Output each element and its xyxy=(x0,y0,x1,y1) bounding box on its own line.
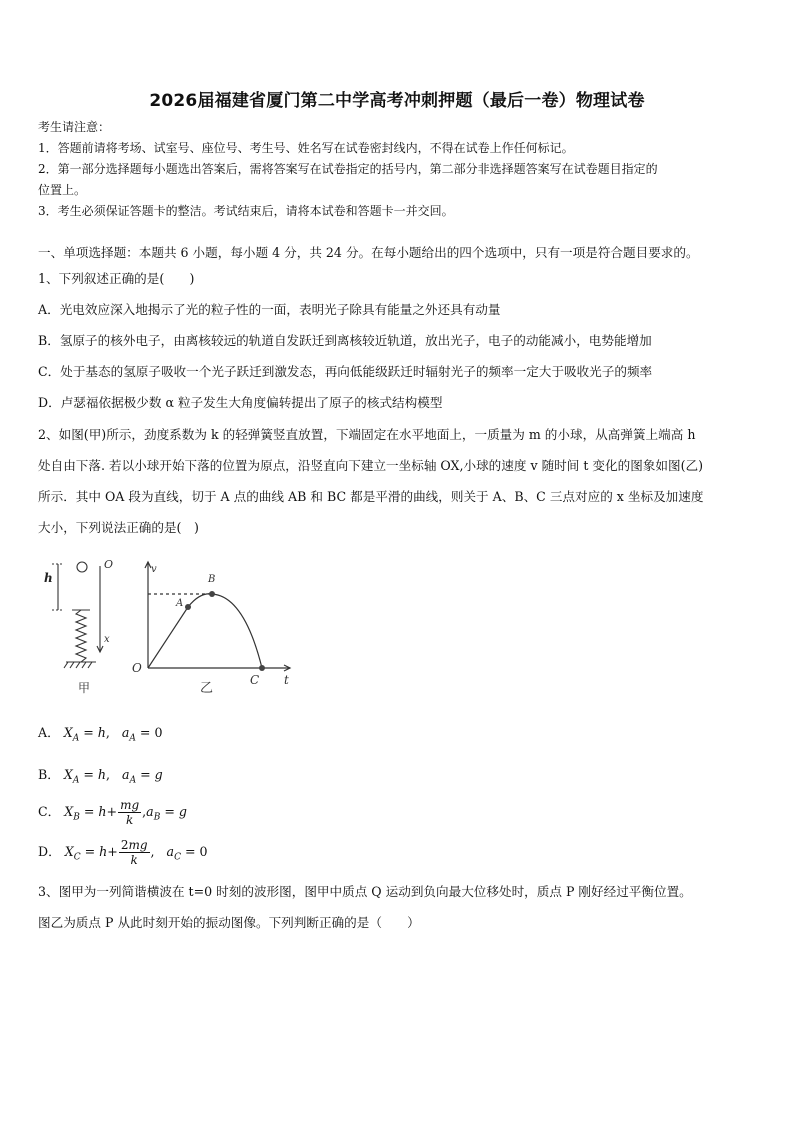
q3-line-1: 3、图甲为一列简谐横波在 t=0 时刻的波形图，图甲中质点 Q 运动到负向最大位移处时，质点 P 刚好经过平衡位置。 xyxy=(38,884,692,899)
curve-bc xyxy=(212,594,262,668)
yi-label: 乙 xyxy=(200,681,214,696)
jia-label: 甲 xyxy=(78,681,91,695)
origin-label: O xyxy=(132,661,142,675)
point-a xyxy=(185,604,191,610)
q2-option-c: C． $X_B = h+$ $\frac{mg}{k}$ $,a_B = g$ xyxy=(38,798,187,827)
q3-line-2: 图乙为质点 P 从此时刻开始的振动图像。下列判断正确的是（ ） xyxy=(38,915,420,930)
ball-icon xyxy=(77,562,87,572)
spring-icon xyxy=(76,610,86,662)
notice-item-2-cont: 位置上。 xyxy=(38,183,87,197)
c-label: C xyxy=(250,673,260,687)
notice-item-3: 3．考生必须保证答题卡的整洁。考试结束后，请将本试卷和答题卡一并交回。 xyxy=(38,204,454,218)
notice-heading: 考生请注意： xyxy=(38,120,111,134)
q2-figure xyxy=(38,552,308,700)
q1-stem: 1、下列叙述正确的是( ) xyxy=(38,271,195,286)
h-label: h xyxy=(44,571,53,585)
segment-oa xyxy=(148,607,188,668)
a-label: A xyxy=(176,598,184,609)
point-c xyxy=(259,665,265,671)
o-label-jia: O xyxy=(104,558,114,571)
curve-ab xyxy=(188,594,212,607)
q1-option-c: C．处于基态的氢原子吸收一个光子跃迁到激发态，再向低能级跃迁时辐射光子的频率一定大于吸收光子的频率 xyxy=(38,364,653,379)
notice-item-2: 2．第一部分选择题每小题选出答案后，需将答案写在试卷指定的括号内，第二部分非选择题答案写在试卷题目指定的 xyxy=(38,162,658,176)
q1-option-b: B．氢原子的核外电子，由离核较远的轨道自发跃迁到离核较近轨道，放出光子，电子的动能减小，电势能增加 xyxy=(38,333,652,348)
q2-line-4: 大小，下列说法正确的是( ) xyxy=(38,520,199,535)
point-b xyxy=(209,591,215,597)
q1-option-d: D．卢瑟福依据极少数 α 粒子发生大角度偏转提出了原子的核式结构模型 xyxy=(38,395,443,410)
q2-option-b: B． $X_A = h$, $a_A = g$ xyxy=(38,767,163,786)
figure-yi xyxy=(145,562,290,671)
section-heading: 一、单项选择题：本题共 6 小题，每小题 4 分，共 24 分。在每小题给出的四个选项中，只有一项是符合题目要求的。 xyxy=(38,245,699,260)
x-label-jia: x xyxy=(104,634,110,645)
b-label: B xyxy=(208,574,216,585)
notice-item-1: 1．答题前请将考场、试室号、座位号、考生号、姓名写在试卷密封线内，不得在试卷上作任何标记。 xyxy=(38,141,574,155)
q2-line-3: 所示．其中 OA 段为直线，切于 A 点的曲线 AB 和 BC 都是平滑的曲线，则关于 A、B、C 三点对应的 x 坐标及加速度 xyxy=(38,489,704,504)
page-title: 2026届福建省厦门第二中学高考冲刺押题（最后一卷）物理试卷 xyxy=(149,91,645,111)
figure-jia xyxy=(52,562,103,668)
v-label: v xyxy=(151,564,157,575)
q2-option-a: A． $X_A = h$, $a_A = 0$ xyxy=(38,725,163,744)
q2-line-2: 处自由下落. 若以小球开始下落的位置为原点，沿竖直向下建立一坐标轴 OX,小球的速度 v 随时间 t 变化的图象如图(乙) xyxy=(38,458,704,473)
q2-option-d: D． $X_C = h+$ $\frac{2mg}{k}$ , $a_C = 0$ xyxy=(38,838,208,867)
q2-line-1: 2、如图(甲)所示，劲度系数为 k 的轻弹簧竖直放置，下端固定在水平地面上，一质量为 m 的小球，从高弹簧上端高 h xyxy=(38,427,696,442)
t-label: t xyxy=(284,673,289,687)
q1-option-a: A．光电效应深入地揭示了光的粒子性的一面，表明光子除具有能量之外还具有动量 xyxy=(38,302,501,317)
